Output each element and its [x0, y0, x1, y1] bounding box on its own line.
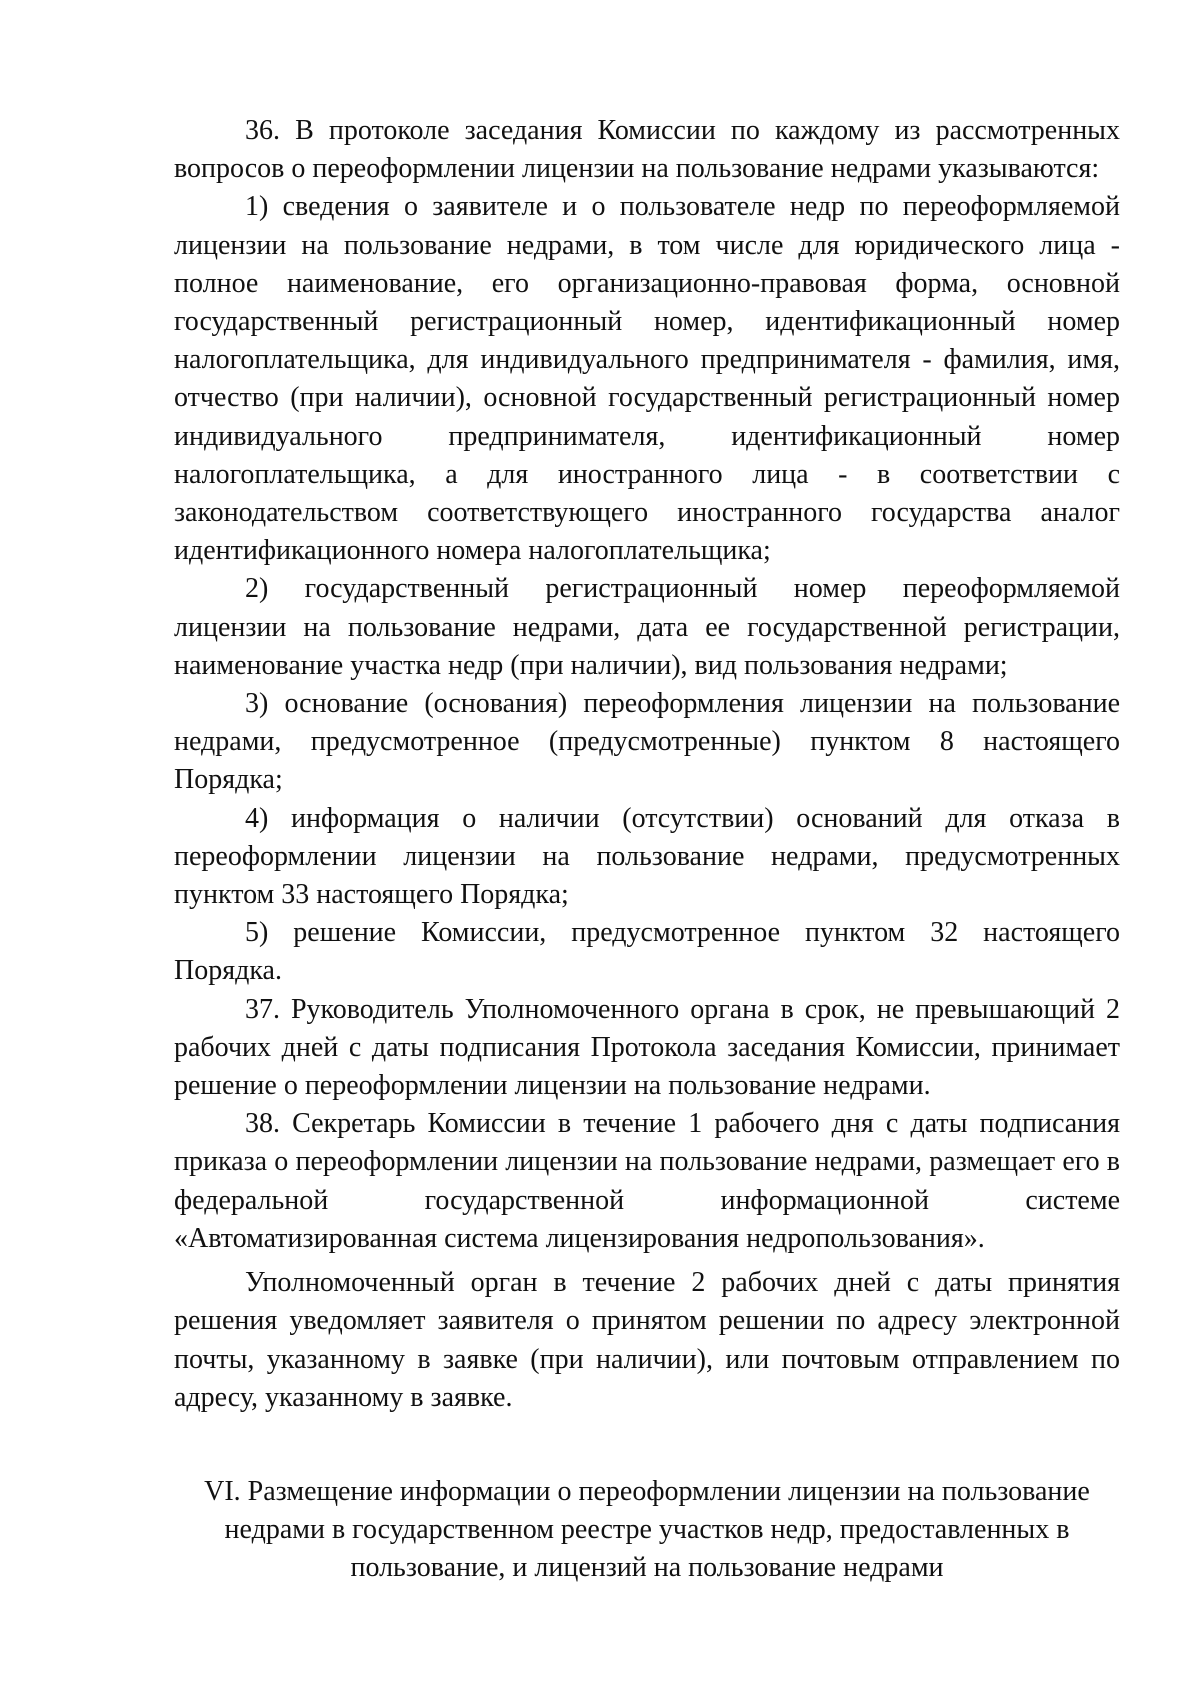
paragraph-notification: Уполномоченный орган в течение 2 рабочих дней с даты принятия решения уведомляет заявителя о принятом решении по адресу электронной почты, указанному в заявке (при наличии), или почтовым отправлением по адресу, указанному в заявке. — [174, 1267, 1120, 1413]
paragraph-36-item-3: 3) основание (основания) переоформления лицензии на пользование недрами, предусмотренное (предусмотренные) пунктом 8 настоящего Порядка; — [174, 688, 1120, 796]
paragraph-36: 36. В протоколе заседания Комиссии по каждому из рассмотренных вопросов о переоформлении лицензии на пользование недрами указываются: — [174, 115, 1120, 185]
paragraph-36-item-1: 1) сведения о заявителе и о пользователе недр по переоформляемой лицензии на пользование недрами, в том числе для юридического лица - полное наименование, его организационно-правовая форма, основной государственный регистрационный номер, идентификационный номер налогоплательщика, для индивидуального предпринимателя - фамилия, имя, отчество (при наличии), основной государственный регистрационный номер индивидуального предпринимателя, идентификационный номер налогоплательщика, а для иностранного лица - в соответствии с законодательством соответствующего иностранного государства аналог идентификационного номера налогоплательщика; — [174, 191, 1120, 567]
paragraph-38: 38. Секретарь Комиссии в течение 1 рабочего дня с даты подписания приказа о переоформлении лицензии на пользование недрами, размещает его в федеральной государственной информационной системе «Автоматизированная система лицензирования недропользования». — [174, 1108, 1120, 1254]
document-page — [174, 112, 1120, 1588]
paragraph-36-item-5: 5) решение Комиссии, предусмотренное пунктом 32 настоящего Порядка. — [174, 917, 1120, 987]
paragraph-37: 37. Руководитель Уполномоченного органа в срок, не превышающий 2 рабочих дней с даты подписания Протокола заседания Комиссии, принимает решение о переоформлении лицензии на пользование недрами. — [174, 993, 1120, 1102]
section-heading: VI. Размещение информации о переоформлении лицензии на пользование недрами в государственном реестре участков недр, предоставленных в пользование, и лицензий на пользование недрами — [204, 1475, 1090, 1584]
paragraph-36-item-2: 2) государственный регистрационный номер переоформляемой лицензии на пользование недрами, дата ее государственной регистрации, наименование участка недр (при наличии), вид пользования недрами; — [174, 573, 1120, 681]
paragraph-36-item-4: 4) информация о наличии (отсутствии) оснований для отказа в переоформлении лицензии на пользование недрами, предусмотренных пунктом 33 настоящего Порядка; — [174, 802, 1120, 911]
